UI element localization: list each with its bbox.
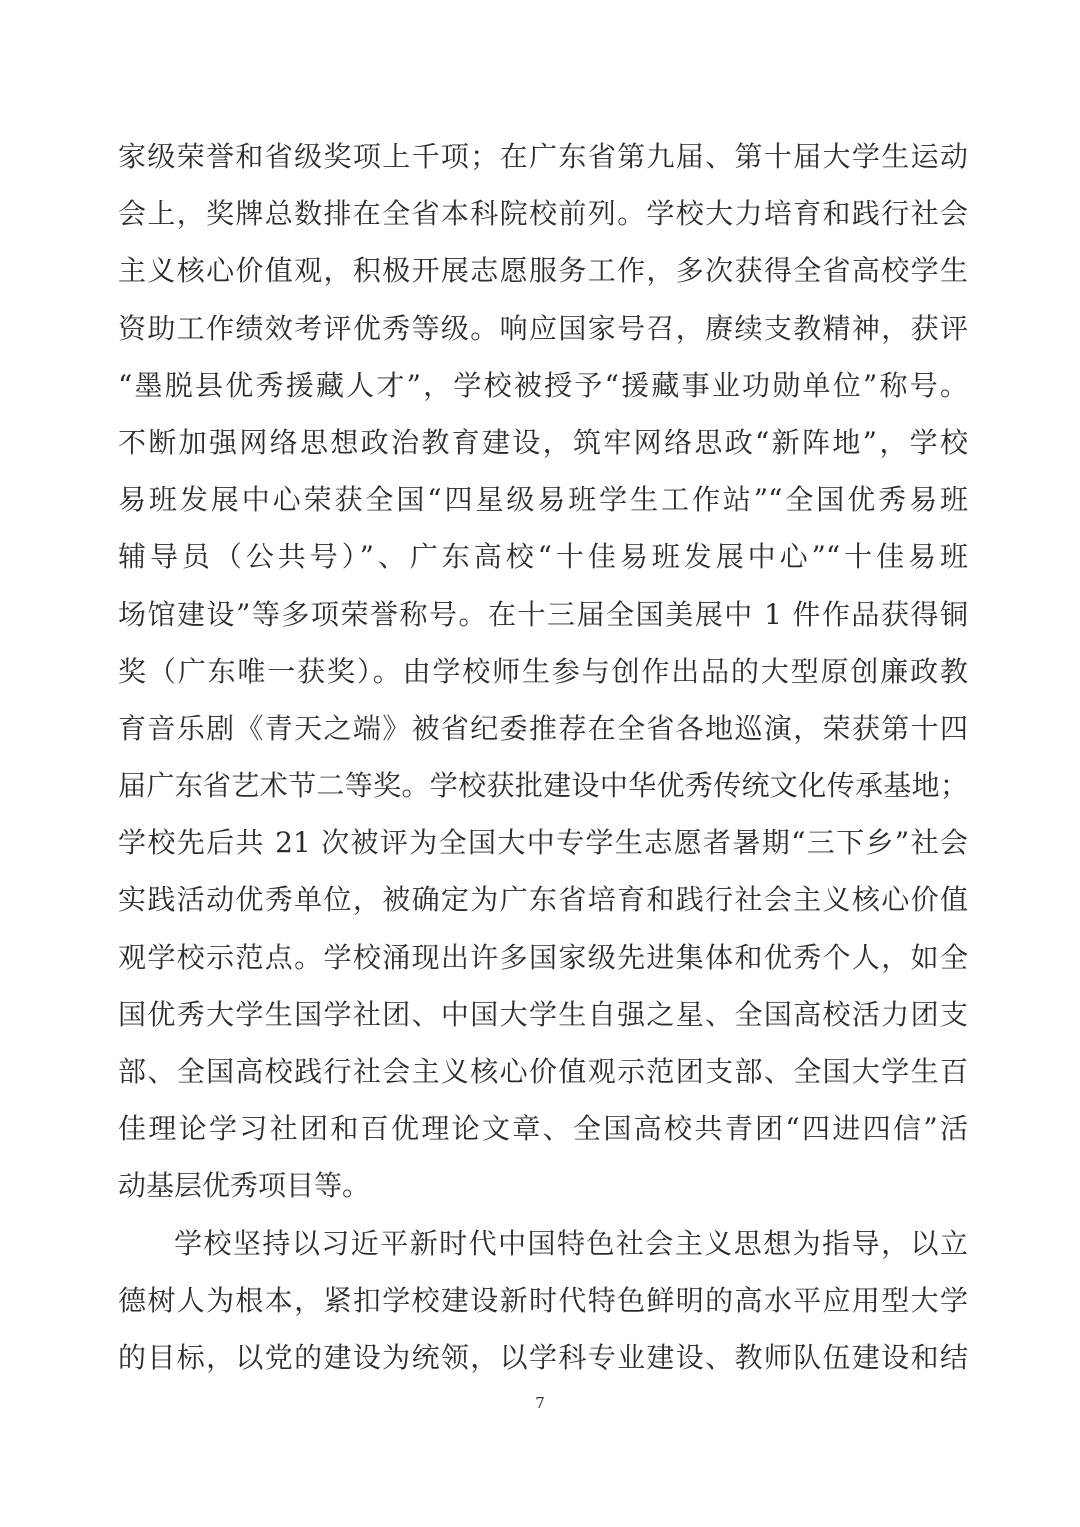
text-line: 育音乐剧《青天之端》被省纪委推荐在全省各地巡演，荣获第十四 — [118, 711, 968, 745]
text-line: 动基层优秀项目等。 — [118, 1169, 371, 1203]
paragraph — [118, 128, 968, 1215]
text-line: 易班发展中心荣获全国“四星级易班学生工作站”“全国优秀易班 — [118, 483, 968, 517]
text-line: 奖（广东唯一获奖）。由学校师生参与创作出品的大型原创廉政教 — [118, 654, 968, 688]
paragraph — [118, 1215, 968, 1387]
text-line: 届广东省艺术节二等奖。学校获批建设中华优秀传统文化传承基地； — [118, 769, 968, 803]
text-line: 资助工作绩效考评优秀等级。响应国家号召，赓续支教精神，获评 — [118, 311, 968, 345]
text-line: 佳理论学习社团和百优理论文章、全国高校共青团“四进四信”活 — [118, 1112, 968, 1146]
document-body — [118, 128, 968, 1386]
text-line: 不断加强网络思想政治教育建设，筑牢网络思政“新阵地”，学校 — [118, 425, 968, 459]
text-line: 学校坚持以习近平新时代中国特色社会主义思想为指导，以立 — [174, 1226, 968, 1260]
text-line: 的目标，以党的建设为统领，以学科专业建设、教师队伍建设和结 — [118, 1340, 968, 1374]
page-number: 7 — [535, 1394, 545, 1412]
text-line: 主义核心价值观，积极开展志愿服务工作，多次获得全省高校学生 — [118, 254, 968, 288]
text-line: 学校先后共 21 次被评为全国大中专学生志愿者暑期“三下乡”社会 — [118, 826, 968, 860]
text-line: 部、全国高校践行社会主义核心价值观示范团支部、全国大学生百 — [118, 1055, 968, 1088]
text-line: “墨脱县优秀援藏人才”，学校被授予“援藏事业功勋单位”称号。 — [118, 368, 968, 402]
text-line: 实践活动优秀单位，被确定为广东省培育和践行社会主义核心价值 — [118, 883, 968, 917]
text-line: 观学校示范点。学校涌现出许多国家级先进集体和优秀个人，如全 — [118, 940, 968, 974]
text-line: 国优秀大学生国学社团、中国大学生自强之星、全国高校活力团支 — [118, 997, 968, 1031]
text-line: 德树人为根本，紧扣学校建设新时代特色鲜明的高水平应用型大学 — [118, 1283, 968, 1317]
text-line: 会上，奖牌总数排在全省本科院校前列。学校大力培育和践行社会 — [118, 197, 968, 231]
text-line: 辅导员（公共号）”、广东高校“十佳易班发展中心”“十佳易班 — [118, 540, 968, 574]
text-line: 场馆建设”等多项荣誉称号。在十三届全国美展中 1 件作品获得铜 — [118, 597, 968, 631]
text-line: 家级荣誉和省级奖项上千项；在广东省第九届、第十届大学生运动 — [118, 140, 968, 173]
